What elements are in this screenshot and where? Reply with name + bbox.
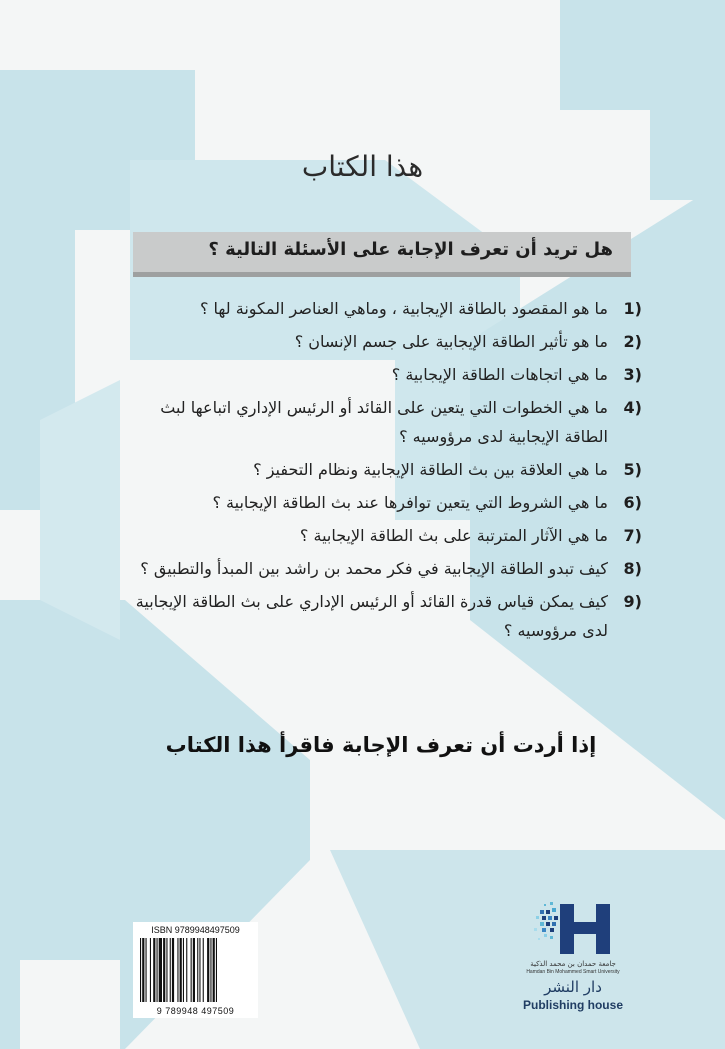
isbn-digits: 9 789948 497509 (156, 1006, 235, 1016)
list-item (120, 294, 642, 323)
barcode-bar (142, 938, 144, 1002)
university-name-en: Hamdan Bin Mohammed Smart University (526, 969, 620, 975)
barcode-bars (138, 938, 253, 1002)
barcode-bar (191, 938, 192, 1002)
publisher-name-en: Publishing house (522, 998, 623, 1012)
list-item (120, 327, 642, 356)
barcode-bar (177, 938, 178, 1002)
question-number: 1) (623, 299, 642, 318)
university-name-ar: جامعة حمدان بن محمد الذكية (530, 960, 616, 968)
list-item (120, 488, 642, 517)
barcode-bar (157, 938, 158, 1002)
barcode-bar (180, 938, 182, 1002)
barcode-bar (150, 938, 151, 1002)
isbn-label: ISBN 9789948497509 (151, 925, 240, 935)
publisher-block (508, 900, 638, 1018)
list-item (120, 393, 642, 451)
question-text: كيف يمكن قياس قدرة القائد أو الرئيس الإداري على بث الطاقة الإيجابية لدى مرؤوسيه ؟ (135, 592, 608, 640)
question-text: ما هي العلاقة بين بث الطاقة الإيجابية ونظام التحفيز ؟ (253, 460, 608, 479)
barcode-bar (153, 938, 155, 1002)
barcode-bar (163, 938, 165, 1002)
question-heading-band (133, 232, 631, 277)
hbmsu-pixel-h-logo-icon (530, 900, 620, 960)
list-item (120, 521, 642, 550)
question-number: 7) (623, 526, 642, 545)
question-number: 6) (623, 493, 642, 512)
barcode-bar (216, 938, 217, 1002)
publisher-name-ar: دار النشر (544, 978, 602, 996)
question-text: ما هي اتجاهات الطاقة الإيجابية ؟ (391, 365, 608, 384)
arrow-shape (40, 380, 120, 640)
question-heading: هل تريد أن تعرف الإجابة على الأسئلة التالية ؟ (208, 239, 613, 260)
list-item (120, 587, 642, 645)
question-text: ما هو تأثير الطاقة الإيجابية على جسم الإنسان ؟ (294, 332, 608, 351)
barcode-bar (193, 938, 195, 1002)
question-list (120, 294, 642, 649)
question-text: ما هي الشروط التي يتعين توافرها عند بث الطاقة الإيجابية ؟ (212, 493, 608, 512)
question-number: 9) (623, 592, 642, 611)
arrow-shape (20, 960, 120, 1049)
list-item (120, 455, 642, 484)
barcode-bar (172, 938, 174, 1002)
barcode-bar (146, 938, 147, 1002)
barcode-bar (213, 938, 215, 1002)
barcode-bar (207, 938, 209, 1002)
question-number: 5) (623, 460, 642, 479)
call-to-action: إذا أردت أن تعرف الإجابة فاقرأ هذا الكتاب (165, 733, 597, 757)
barcode-bar (210, 938, 211, 1002)
barcode-bar (170, 938, 171, 1002)
question-number: 3) (623, 365, 642, 384)
barcode-bar (183, 938, 184, 1002)
barcode-bar (203, 938, 204, 1002)
question-number: 2) (623, 332, 642, 351)
question-number: 8) (623, 559, 642, 578)
question-number: 4) (623, 398, 642, 417)
barcode-bar (166, 938, 167, 1002)
cover-title: هذا الكتاب (301, 150, 424, 183)
barcode-bar (140, 938, 141, 1002)
question-text: كيف تبدو الطاقة الإيجابية في فكر محمد بن راشد بين المبدأ والتطبيق ؟ (140, 559, 608, 578)
question-text: ما هي الخطوات التي يتعين على القائد أو الرئيس الإداري اتباعها لبث الطاقة الإيجابية لدى مرؤوسيه ؟ (160, 398, 608, 446)
barcode-bar (159, 938, 162, 1002)
question-text: ما هي الآثار المترتبة على بث الطاقة الإيجابية ؟ (299, 526, 608, 545)
barcode-bar (199, 938, 200, 1002)
barcode-bar (197, 938, 198, 1002)
barcode-bar (186, 938, 187, 1002)
list-item (120, 554, 642, 583)
isbn-barcode (133, 922, 258, 1018)
list-item (120, 360, 642, 389)
question-text: ما هو المقصود بالطاقة الإيجابية ، وماهي العناصر المكونة لها ؟ (199, 299, 608, 318)
